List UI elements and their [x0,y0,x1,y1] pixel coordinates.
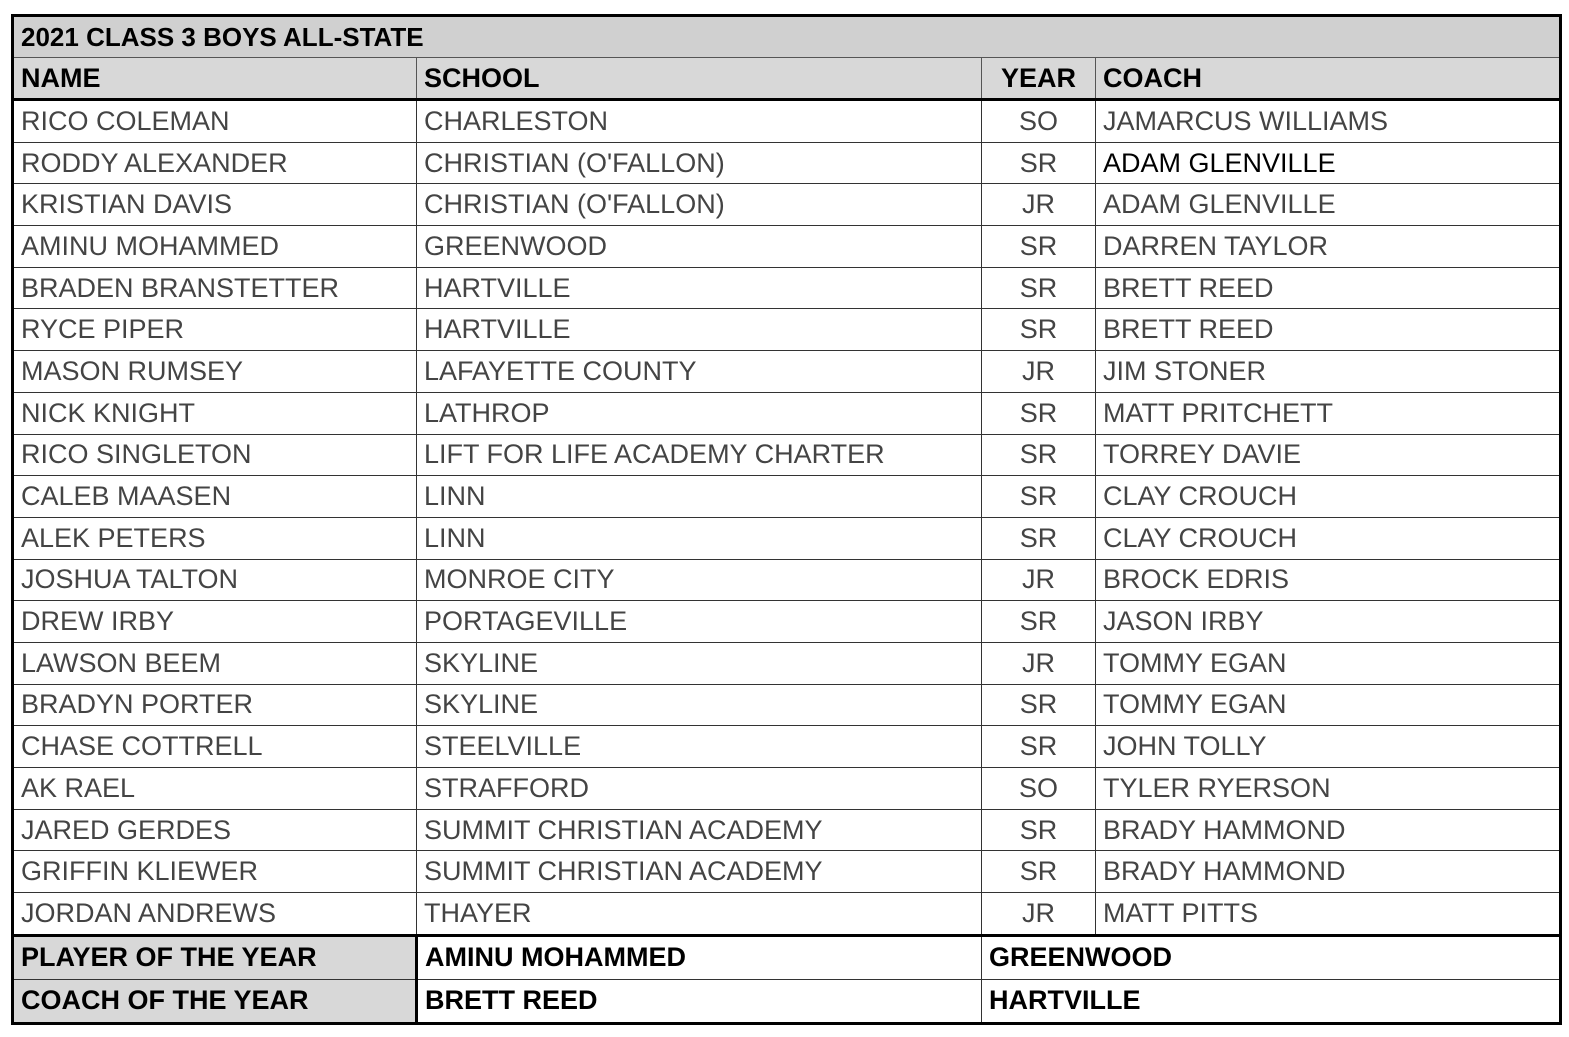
player-school: LATHROP [417,392,982,434]
player-name: DREW IRBY [13,601,417,643]
player-year: SR [982,726,1096,768]
player-coach: ADAM GLENVILLE [1096,142,1561,184]
player-coach: TORREY DAVIE [1096,434,1561,476]
player-year: SR [982,392,1096,434]
player-school: THAYER [417,893,982,936]
player-coach: BRADY HAMMOND [1096,851,1561,893]
table-row [13,517,1561,559]
player-name: MASON RUMSEY [13,351,417,393]
header-row [13,58,1561,100]
player-coach: MATT PRITCHETT [1096,392,1561,434]
player-coach: JAMARCUS WILLIAMS [1096,100,1561,143]
player-school: SKYLINE [417,684,982,726]
table-row [13,726,1561,768]
player-year: SO [982,100,1096,143]
player-school: MONROE CITY [417,559,982,601]
player-name: RICO COLEMAN [13,100,417,143]
player-year: SR [982,809,1096,851]
player-school: STRAFFORD [417,768,982,810]
player-year: JR [982,351,1096,393]
table-row [13,768,1561,810]
player-year: SO [982,768,1096,810]
player-of-the-year-row [13,935,1561,979]
sheet-title: 2021 CLASS 3 BOYS ALL-STATE [13,16,1561,58]
player-name: CHASE COTTRELL [13,726,417,768]
player-school: STEELVILLE [417,726,982,768]
player-of-the-year-label: PLAYER OF THE YEAR [13,935,417,979]
table-row [13,226,1561,268]
player-name: GRIFFIN KLIEWER [13,851,417,893]
player-name: JARED GERDES [13,809,417,851]
table-row [13,476,1561,518]
table-row [13,392,1561,434]
all-state-table [11,14,1562,1025]
table-row [13,851,1561,893]
player-name: RYCE PIPER [13,309,417,351]
player-coach: CLAY CROUCH [1096,476,1561,518]
player-coach: DARREN TAYLOR [1096,226,1561,268]
table-row [13,309,1561,351]
player-coach: MATT PITTS [1096,893,1561,936]
coach-of-the-year-school: HARTVILLE [982,979,1561,1023]
player-school: LAFAYETTE COUNTY [417,351,982,393]
coach-of-the-year-label: COACH OF THE YEAR [13,979,417,1023]
column-header-coach: COACH [1096,58,1561,100]
player-coach: TOMMY EGAN [1096,684,1561,726]
coach-of-the-year-name: BRETT REED [417,979,982,1023]
table-row [13,559,1561,601]
player-coach: JOHN TOLLY [1096,726,1561,768]
player-school: SUMMIT CHRISTIAN ACADEMY [417,851,982,893]
player-of-the-year-name: AMINU MOHAMMED [417,935,982,979]
player-year: SR [982,851,1096,893]
player-name: BRADEN BRANSTETTER [13,267,417,309]
player-school: HARTVILLE [417,267,982,309]
player-school: GREENWOOD [417,226,982,268]
player-name: RODDY ALEXANDER [13,142,417,184]
player-year: SR [982,517,1096,559]
player-name: NICK KNIGHT [13,392,417,434]
player-school: CHARLESTON [417,100,982,143]
player-coach: BRETT REED [1096,309,1561,351]
player-name: JOSHUA TALTON [13,559,417,601]
all-state-sheet [11,14,1559,1025]
player-name: RICO SINGLETON [13,434,417,476]
player-coach: CLAY CROUCH [1096,517,1561,559]
player-school: CHRISTIAN (O'FALLON) [417,184,982,226]
column-header-year: YEAR [982,58,1096,100]
player-year: SR [982,434,1096,476]
player-name: AMINU MOHAMMED [13,226,417,268]
player-year: JR [982,893,1096,936]
player-school: LIFT FOR LIFE ACADEMY CHARTER [417,434,982,476]
table-row [13,267,1561,309]
player-school: LINN [417,476,982,518]
table-row [13,893,1561,936]
player-year: SR [982,684,1096,726]
table-row [13,184,1561,226]
player-school: HARTVILLE [417,309,982,351]
table-row [13,601,1561,643]
player-year: SR [982,476,1096,518]
player-name: JORDAN ANDREWS [13,893,417,936]
player-coach: BRETT REED [1096,267,1561,309]
player-school: PORTAGEVILLE [417,601,982,643]
player-name: BRADYN PORTER [13,684,417,726]
player-school: SUMMIT CHRISTIAN ACADEMY [417,809,982,851]
table-row [13,642,1561,684]
player-name: ALEK PETERS [13,517,417,559]
table-row [13,809,1561,851]
player-school: LINN [417,517,982,559]
player-year: JR [982,559,1096,601]
player-name: KRISTIAN DAVIS [13,184,417,226]
player-school: SKYLINE [417,642,982,684]
player-coach: JASON IRBY [1096,601,1561,643]
player-coach: BROCK EDRIS [1096,559,1561,601]
player-year: SR [982,142,1096,184]
player-coach: JIM STONER [1096,351,1561,393]
player-of-the-year-school: GREENWOOD [982,935,1561,979]
column-header-school: SCHOOL [417,58,982,100]
player-year: SR [982,309,1096,351]
player-school: CHRISTIAN (O'FALLON) [417,142,982,184]
column-header-name: NAME [13,58,417,100]
table-row [13,434,1561,476]
player-name: LAWSON BEEM [13,642,417,684]
table-row [13,351,1561,393]
player-name: CALEB MAASEN [13,476,417,518]
player-coach: ADAM GLENVILLE [1096,184,1561,226]
player-year: JR [982,642,1096,684]
player-year: SR [982,267,1096,309]
player-coach: TOMMY EGAN [1096,642,1561,684]
table-row [13,100,1561,143]
player-year: JR [982,184,1096,226]
table-row [13,142,1561,184]
player-coach: TYLER RYERSON [1096,768,1561,810]
coach-of-the-year-row [13,979,1561,1023]
table-row [13,684,1561,726]
player-coach: BRADY HAMMOND [1096,809,1561,851]
player-year: SR [982,601,1096,643]
title-row [13,16,1561,58]
player-name: AK RAEL [13,768,417,810]
player-year: SR [982,226,1096,268]
